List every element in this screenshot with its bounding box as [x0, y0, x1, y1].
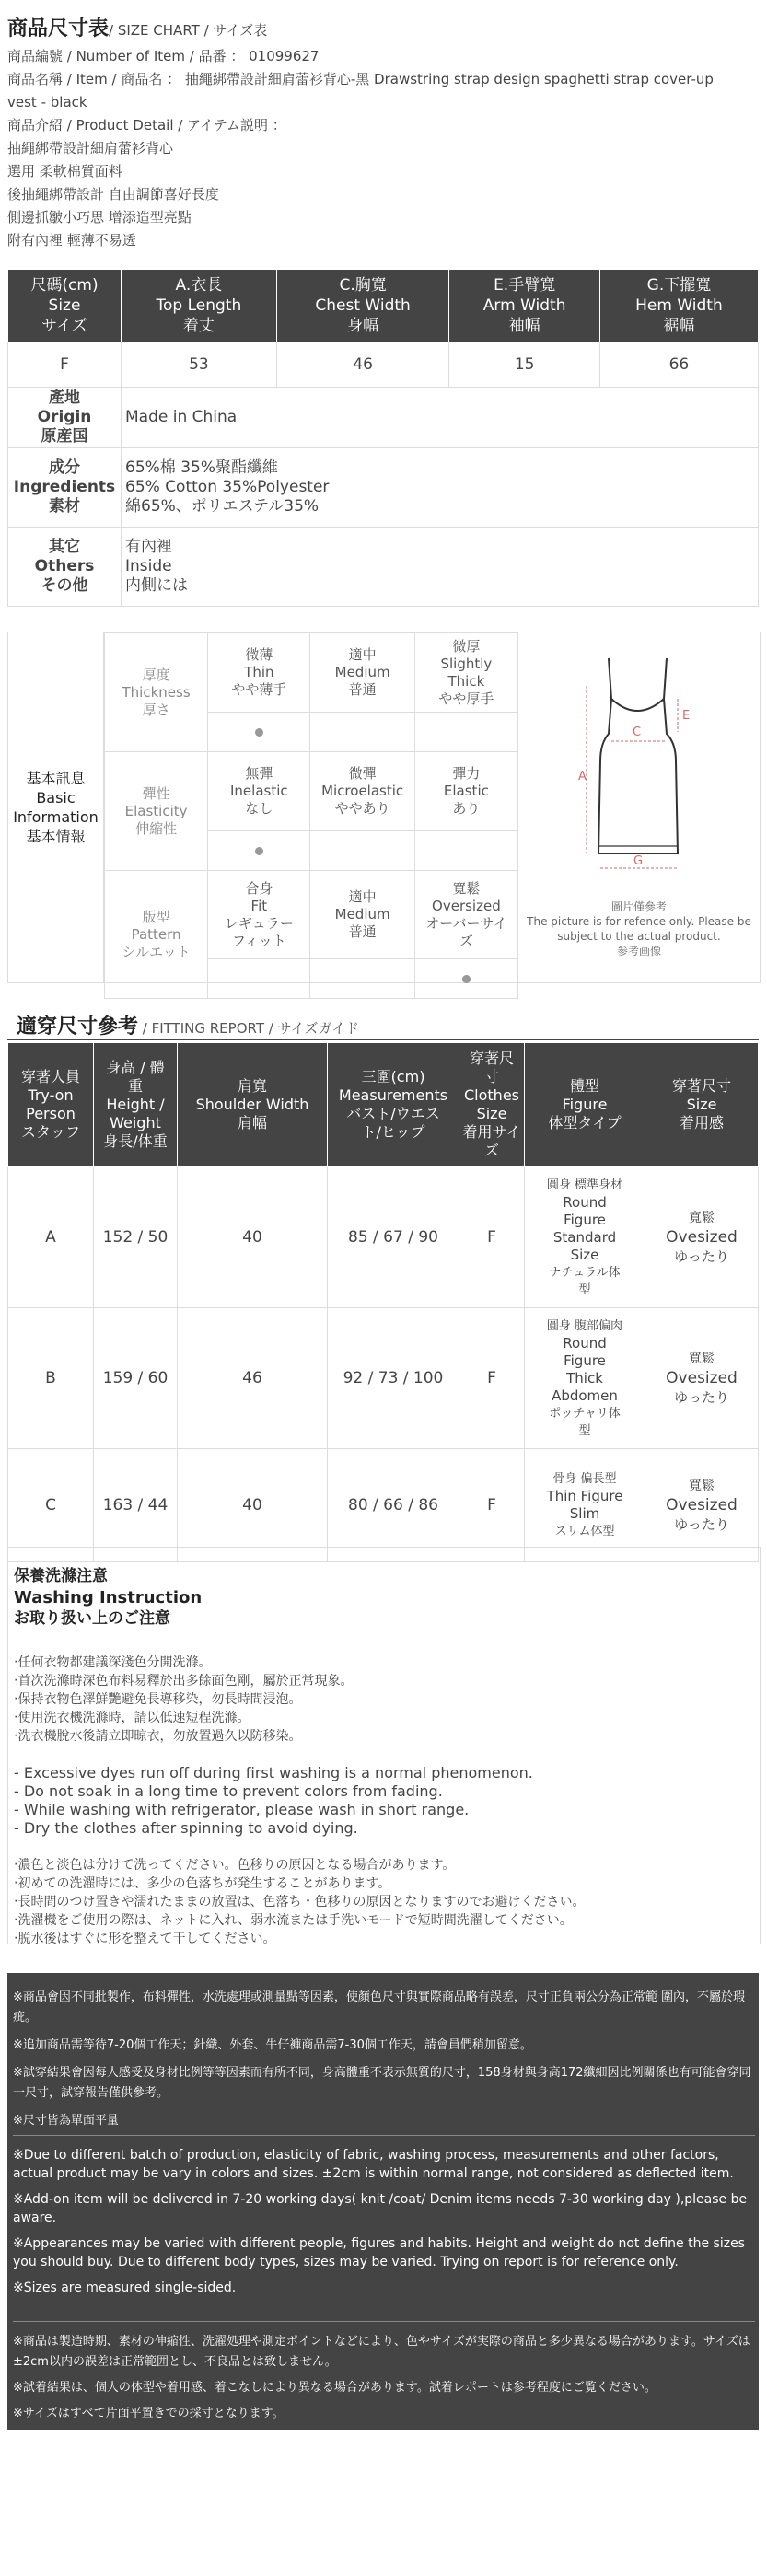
notes-box [7, 1973, 759, 2430]
note-item: ※Sizes are measured single-sided. [13, 2280, 237, 2295]
table-row [8, 448, 759, 528]
info-line: 商品編號 / Number of Item / 品番 ： 01099627 [7, 48, 320, 64]
note-item: ※商品會因不同批製作，布料彈性，水洗處理或測量點等因素，使顏色尺寸與實際商品略有誤差，尺寸正負兩公分為正常範 圍內，不屬於瑕疵。 [13, 1990, 746, 2025]
size-cell: F [459, 1167, 525, 1308]
header-cell: 穿著人員 Try-on Person スタッフ [8, 1043, 94, 1167]
height-weight-cell: 159 / 60 [94, 1308, 178, 1449]
thickness-label: 厚度 Thickness 厚さ [105, 633, 208, 752]
product-header [7, 13, 762, 252]
selected-dot-icon [255, 847, 263, 855]
list-item: - Do not soak in a long time to prevent colors from fading. [14, 1782, 443, 1800]
measurements-cell: 80 / 66 / 86 [328, 1449, 459, 1562]
info-line: 附有內裡 輕薄不易透 [7, 232, 136, 249]
list-item: ‧洗衣機脫水後請立即晾衣，勿放置過久以防移染。 [14, 1729, 302, 1744]
shoulder-cell: 40 [178, 1167, 328, 1308]
shoulder-cell: 40 [178, 1449, 328, 1562]
measurements-cell: 92 / 73 / 100 [328, 1308, 459, 1449]
page-subtitle: / SIZE CHART / サイズ表 [109, 22, 268, 39]
washing-list [14, 1654, 585, 1948]
header-cell: E.手臂寬 Arm Width 袖幅 [449, 270, 599, 342]
page-title: 商品尺寸表 [7, 17, 110, 41]
list-item: ‧濃色と淡色は分けて洗ってください。色移りの原因となる場合があります。 [14, 1858, 456, 1873]
list-item: ‧首次洗滌時深色布料易釋於出多餘面色剛，屬於正常現象。 [14, 1674, 354, 1688]
list-item: ‧脱水後はすぐに形を整えて干してください。 [14, 1932, 276, 1946]
list-item: ‧初めての洗濯時には、多少の色落ちが発生することがあります。 [14, 1876, 391, 1891]
option-medium: 適中 Medium 普通 [310, 633, 414, 713]
size-table-header [8, 270, 759, 342]
basic-info-label: 基本訊息 Basic Information 基本情報 [8, 632, 104, 982]
size-cell: F [8, 342, 122, 388]
option-inelastic: 無彈 Inelastic なし [208, 752, 310, 831]
fitting-table-header [8, 1043, 759, 1167]
header-cell: 穿著尺寸 Size 着用感 [645, 1043, 759, 1167]
selection-cell [208, 831, 310, 871]
table-row [8, 1449, 759, 1562]
table-row [8, 388, 759, 448]
selected-dot-icon [462, 975, 471, 983]
divider [13, 2321, 755, 2322]
fit-cell: 寬鬆 Ovesized ゆったり [645, 1167, 759, 1308]
value-cell: 66 [599, 342, 758, 388]
option-oversized: 寬鬆 Oversized オーバーサイ ズ [414, 871, 517, 959]
figure-cell: 圓身 標準身材 Round Figure Standard Size ナチュラル体 型 [525, 1167, 645, 1308]
info-line: 商品介紹 / Product Detail / アイテム説明 ： [7, 117, 286, 133]
note-item: ※商品は製造時期、素材の伸縮性、洗濯処理や測定ポイントなどにより、色やサイズが実際の商品と多少異なる場合があります。サイズは±2cm以内の誤差は正常範囲とし、不良品とは致しません。 [13, 2335, 750, 2369]
table-row [8, 1167, 759, 1308]
list-item: ‧保持衣物色澤鮮艷避免長導移染，勿長時間浸泡。 [14, 1692, 302, 1707]
list-item: - While washing with refrigerator, please wash in short range. [14, 1801, 470, 1818]
option-medium: 適中 Medium 普通 [310, 871, 414, 959]
attribute-grid [104, 632, 518, 999]
header-cell: 穿著尺 寸 Clothes Size 着用サイ ズ [459, 1043, 525, 1167]
size-cell: F [459, 1449, 525, 1562]
value-cell: 15 [449, 342, 599, 388]
figure-caption: 圖片僅參考 The picture is for refence only. Please be subject to the actual product. 参考画像 [527, 900, 751, 957]
header-cell: 體型 Figure 体型タイプ [525, 1043, 645, 1167]
list-item: - Dry the clothes after spinning to avoid dying. [14, 1819, 358, 1837]
table-row [105, 633, 518, 713]
value-cell: 53 [122, 342, 277, 388]
selection-cell [310, 831, 414, 871]
notes-en [13, 2146, 755, 2297]
info-line: vest - black [7, 94, 87, 110]
fit-cell: 寬鬆 Ovesized ゆったり [645, 1449, 759, 1562]
list-item: - Excessive dyes run off during first washing is a normal phenomenon. [14, 1764, 533, 1781]
note-item: ※試着結果は、個人の体型や着用感、着こなしにより異なる場合があります。試着レポートは参考程度にご覧ください。 [13, 2381, 657, 2395]
table-row [105, 752, 518, 831]
info-line: 抽繩綁帶設計細肩蕾衫背心 [7, 140, 174, 157]
header-cell: 三圍(cm) Measurements バスト/ウエス ト/ヒップ [328, 1043, 459, 1167]
shoulder-cell: 46 [178, 1308, 328, 1449]
selection-cell [414, 831, 517, 871]
header-cell: 尺碼(cm) Size サイズ [8, 270, 122, 342]
selection-cell [414, 713, 517, 752]
washing-box [7, 1547, 761, 1944]
washing-title: 保養洗滌注意 Washing Instruction お取り扱い上のご注意 [14, 1567, 203, 1628]
info-line: 商品名稱 / Item / 商品名 ： 抽繩綁帶設計細肩蕾衫背心-黑 Drawstring strap design spaghetti strap cover-up [7, 71, 714, 87]
origin-value: Made in China [122, 388, 759, 448]
dimension-label-a: A [578, 770, 587, 783]
meta-table [7, 387, 759, 607]
table-row [105, 871, 518, 959]
divider [7, 1039, 759, 1040]
others-value: 有內裡 Inside 内側には [122, 528, 759, 607]
option-fit: 合身 Fit レギュラー フィット [208, 871, 310, 959]
table-row [8, 528, 759, 607]
divider [13, 2135, 755, 2136]
size-cell: F [459, 1308, 525, 1449]
notes-ja [13, 2332, 755, 2424]
ingredients-value: 65%棉 35%聚酯纖維 65% Cotton 35%Polyester 綿65%、ポリエステル35% [122, 448, 759, 528]
figure-cell: 骨身 偏長型 Thin Figure Slim スリム体型 [525, 1449, 645, 1562]
origin-label: 產地 Origin 原産国 [8, 388, 122, 448]
ingredients-label: 成分 Ingredients 素材 [8, 448, 122, 528]
info-line: 選用 柔軟棉質面料 [7, 163, 122, 180]
figure-cell: 圓身 腹部偏肉 Round Figure Thick Abdomen ポッチャリ体 型 [525, 1308, 645, 1449]
note-item: ※追加商品需等待7-20個工作天；針織、外套、牛仔褲商品需7-30個工作天，請會員們稍加留意。 [13, 2038, 532, 2052]
header-cell: A.衣長 Top Length 着丈 [122, 270, 277, 342]
table-row [8, 342, 759, 388]
note-item: ※尺寸皆為單面平量 [13, 2114, 119, 2128]
note-item: ※Appearances may be varied with different people, figures and habits. Height and weight do not define the sizes you should buy. Due to different body types, sizes may be varied. Trying on report is for reference only. [13, 2236, 745, 2269]
value-cell: 46 [276, 342, 449, 388]
pattern-label: 版型 Pattern シルエット [105, 871, 208, 999]
elasticity-label: 彈性 Elasticity 伸縮性 [105, 752, 208, 871]
fitting-table [7, 1042, 759, 1562]
table-row [8, 1308, 759, 1449]
dimension-label-g: G [633, 854, 644, 868]
option-microelastic: 微彈 Microelastic ややあり [310, 752, 414, 831]
info-line: 後抽繩綁帶設計 自由調節喜好長度 [7, 186, 219, 203]
selection-cell [310, 713, 414, 752]
garment-figure [519, 632, 759, 982]
note-item: ※Due to different batch of production, elasticity of fabric, washing process, measurements and other factors, actual product may be vary in colors and sizes. ±2cm is within normal range, not considered as deflected item. [13, 2148, 734, 2181]
option-elastic: 彈力 Elastic あり [414, 752, 517, 831]
height-weight-cell: 152 / 50 [94, 1167, 178, 1308]
list-item: ‧長時間のつけ置きや濡れたままの放置は、色落ち・色移りの原因となりますのでお避けください。 [14, 1895, 586, 1909]
selection-cell [310, 959, 414, 999]
height-weight-cell: 163 / 44 [94, 1449, 178, 1562]
selection-cell [414, 959, 517, 999]
option-slightly-thick: 微厚 Slightly Thick やや厚手 [414, 633, 517, 713]
selection-cell [208, 713, 310, 752]
note-item: ※試穿結果會因每人感受及身材比例等等因素而有所不同，身高體重不表示無質的尺寸，158身材與身高172纖細因比例關係也有可能會穿同一尺寸，試穿報告僅供參考。 [13, 2066, 751, 2100]
list-item: ‧任何衣物都建議深淺色分開洗滌。 [14, 1655, 212, 1670]
basic-info-box [7, 632, 761, 983]
info-line: 側邊抓皺小巧思 增添造型亮點 [7, 209, 192, 226]
list-item: ‧洗濯機をご使用の際は、ネットに入れ、弱水流または手洗いモードで短時間洗濯してください。 [14, 1913, 573, 1928]
dimension-label-c: C [633, 725, 642, 739]
list-item: ‧使用洗衣機洗滌時，請以低速短程洗滌。 [14, 1711, 250, 1725]
fitting-title: 適穿尺寸參考 / FITTING REPORT / サイズガイド [17, 1015, 359, 1039]
note-item: ※サイズはすべて片面平置きでの採寸となります。 [13, 2407, 285, 2420]
selected-dot-icon [255, 728, 263, 737]
dimension-label-e: E [682, 709, 691, 723]
notes-zh [13, 1988, 755, 2131]
title-row [7, 13, 762, 41]
others-label: 其它 Others その他 [8, 528, 122, 607]
header-cell: 肩寬 Shoulder Width 肩幅 [178, 1043, 328, 1167]
person-cell: A [8, 1167, 94, 1308]
selection-cell [208, 959, 310, 999]
size-table [7, 269, 759, 388]
header-cell: G.下擺寬 Hem Width 裾幅 [599, 270, 758, 342]
fit-cell: 寬鬆 Ovesized ゆったり [645, 1308, 759, 1449]
tank-top-diagram-icon [519, 632, 759, 899]
header-cell: C.胸寬 Chest Width 身幅 [276, 270, 449, 342]
note-item: ※Add-on item will be delivered in 7-20 working days( knit /coat/ Denim items needs 7-30 working day ),please be aware. [13, 2192, 748, 2225]
header-cell: 身高 / 體 重 Height / Weight 身長/体重 [94, 1043, 178, 1167]
person-cell: B [8, 1308, 94, 1449]
person-cell: C [8, 1449, 94, 1562]
option-thin: 微薄 Thin やや薄手 [208, 633, 310, 713]
measurements-cell: 85 / 67 / 90 [328, 1167, 459, 1308]
